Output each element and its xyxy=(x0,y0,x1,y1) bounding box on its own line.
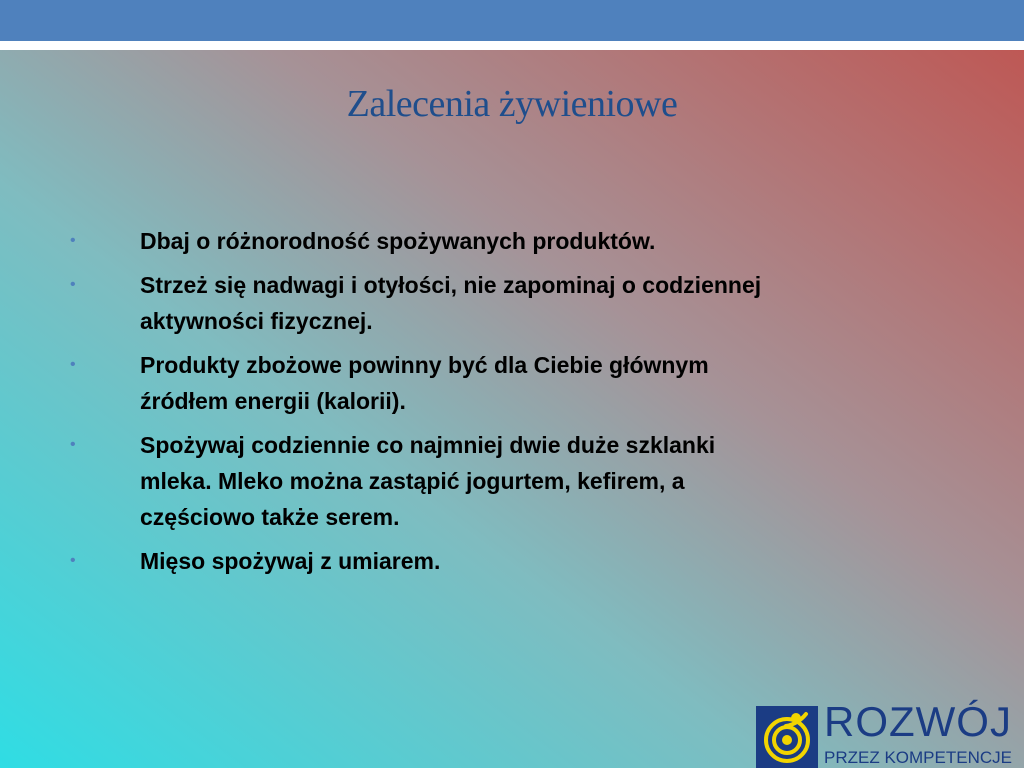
bullet-dot-icon: • xyxy=(70,232,76,249)
logo-main-text: ROZWÓJ xyxy=(824,698,1012,745)
bullet-item xyxy=(70,223,770,259)
bullet-item xyxy=(70,267,770,339)
bullet-dot-icon: • xyxy=(70,276,76,293)
bullet-item xyxy=(70,543,770,579)
rozwoj-logo xyxy=(754,700,1024,768)
logo-sub-text: PRZEZ KOMPETENCJE xyxy=(824,748,1012,767)
slide-title: Zalecenia żywieniowe xyxy=(346,83,678,125)
bullet-item xyxy=(70,427,770,535)
bullet-text: Produkty zbożowe powinny być dla Ciebie głównym źródłem energii (kalorii). xyxy=(140,352,709,414)
logo-mark-icon xyxy=(756,706,818,768)
bullet-list xyxy=(70,223,770,587)
bullet-dot-icon: • xyxy=(70,552,76,569)
top-bar xyxy=(0,0,1024,41)
bullet-text: Dbaj o różnorodność spożywanych produktów. xyxy=(140,228,656,254)
bullet-text: Strzeż się nadwagi i otyłości, nie zapominaj o codziennej aktywności fizycznej. xyxy=(140,272,762,334)
top-bar-divider xyxy=(0,41,1024,50)
bullet-text: Spożywaj codziennie co najmniej dwie duże szklanki mleka. Mleko można zastąpić jogurtem, kefirem, a częściowo także serem. xyxy=(140,432,716,530)
bullet-text: Mięso spożywaj z umiarem. xyxy=(140,548,441,574)
bullet-dot-icon: • xyxy=(70,436,76,453)
bullet-dot-icon: • xyxy=(70,356,76,373)
bullet-item xyxy=(70,347,770,419)
